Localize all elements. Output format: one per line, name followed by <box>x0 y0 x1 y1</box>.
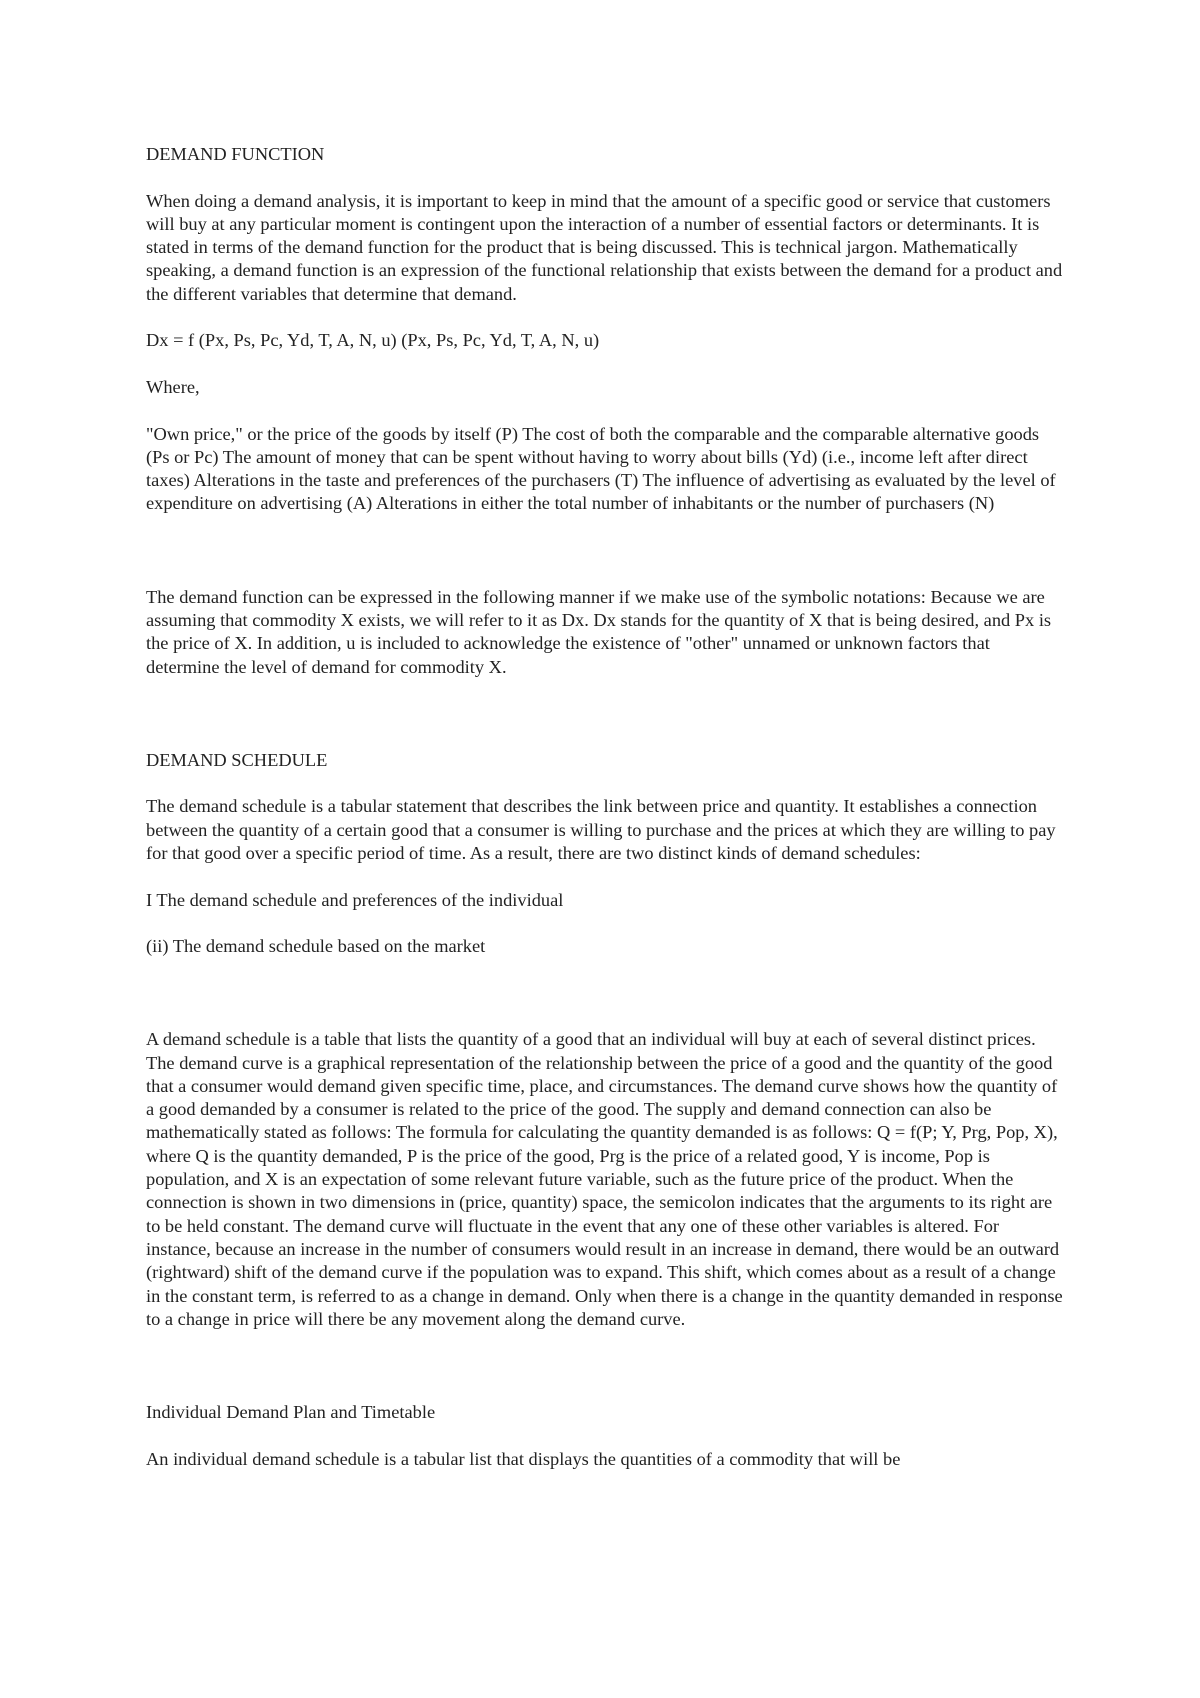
spacer <box>146 539 1066 586</box>
list-item-market-schedule: (ii) The demand schedule based on the market <box>146 936 486 957</box>
section-heading-individual-demand-plan: Individual Demand Plan and Timetable <box>146 1402 436 1423</box>
spacer <box>146 1354 1066 1401</box>
paragraph-demand-schedule-intro: The demand schedule is a tabular statement that describes the link between price and quantity. It establishes a connection between the quantity of a certain good that a consumer is willing to purchase and the prices at which they are willing to pay for that good over a specific period of time. As a result, there are two distinct kinds of demand schedules: <box>146 796 1056 863</box>
paragraph-where: Where, <box>146 376 200 397</box>
demand-function-formula: Dx = f (Px, Ps, Pc, Yd, T, A, N, u) (Px, Ps, Pc, Yd, T, A, N, u) <box>146 330 600 351</box>
paragraph-demand-curve-explanation: A demand schedule is a table that lists the quantity of a good that an individual will buy at each of several distinct prices. The demand curve is a graphical representation of the relationship between the price of a good and the quantity of the good that a consumer would demand given specific time, place, and circumstances. The demand curve shows how the quantity of a good demanded by a consumer is related to the price of the good. The supply and demand connection can also be mathematically stated as follows: The formula for calculating the quantity demanded is as follows: Q = f(P; Y, Prg, Pop, X), where Q is the quantity demanded, P is the price of the good, Prg is the price of a related good, Y is income, Pop is population, and X is an expectation of some relevant future variable, such as the future price of the product. When the connection is shown in two dimensions in (price, quantity) space, the semicolon indicates that the arguments to its right are to be held constant. The demand curve will fluctuate in the event that any one of these other variables is altered. For instance, because an increase in the number of consumers would result in an increase in demand, there would be an outward (rightward) shift of the demand curve if the population was to expand. This shift, which comes about as a result of a change in the constant term, is referred to as a change in demand. Only when there is a change in the quantity demanded in response to a change in price will there be any movement along the demand curve. <box>146 1029 1063 1329</box>
section-heading-demand-function: DEMAND FUNCTION <box>146 144 325 164</box>
section-heading-demand-schedule: DEMAND SCHEDULE <box>146 749 328 770</box>
spacer <box>146 982 1066 1029</box>
document-body <box>146 143 1066 1494</box>
paragraph-symbolic-notation: The demand function can be expressed in the following manner if we make use of the symbolic notations: Because we are assuming that commodity X exists, we will refer to it as Dx. Dx stands for the quantity of X that is being desired, and Px is the price of X. In addition, u is included to acknowledge the existence of "other" unnamed or unknown factors that determine the level of demand for commodity X. <box>146 586 1052 677</box>
paragraph-individual-demand-schedule: An individual demand schedule is a tabular list that displays the quantities of a commodity that will be <box>146 1448 901 1469</box>
list-item-individual-schedule: I The demand schedule and preferences of the individual <box>146 889 564 910</box>
spacer <box>146 702 1066 749</box>
paragraph-determinants-list: "Own price," or the price of the goods by itself (P) The cost of both the comparable and the comparable alternative goods (Ps or Pc) The amount of money that can be spent without having to worry about bills (Yd) (i.e., income left after direct taxes) Alterations in the taste and preferences of the purchasers (T) The influence of advertising as evaluated by the level of expenditure on advertising (A) Alterations in either the total number of inhabitants or the number of purchasers (N) <box>146 423 1056 514</box>
paragraph-demand-analysis-intro: When doing a demand analysis, it is important to keep in mind that the amount of a specific good or service that customers will buy at any particular moment is contingent upon the interaction of a number of essential factors or determinants. It is stated in terms of the demand function for the product that is being discussed. This is technical jargon. Mathematically speaking, a demand function is an expression of the functional relationship that exists between the demand for a product and the different variables that determine that demand. <box>146 190 1063 304</box>
